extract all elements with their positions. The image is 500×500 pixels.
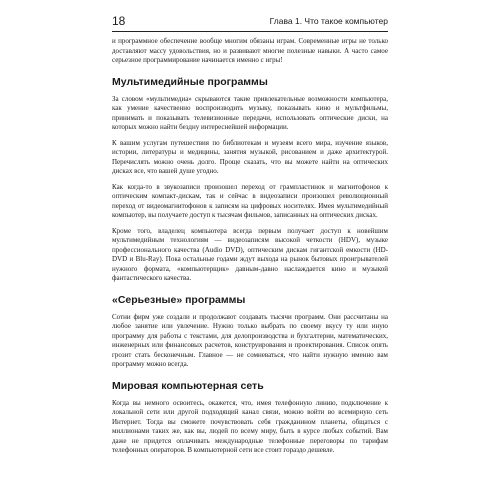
- body-paragraph: За словом «мультимедиа» скрываются такие привлекательные возможности компьютера, как умение качественно воспроизводить музыку, показывать кино и мультфильмы, принимать и показывать телевизионные передачи, использовать оптические диски, на которых можно найти бездну интереснейшей информации.: [112, 94, 388, 131]
- header-rule: [112, 31, 388, 32]
- section-heading-network: Мировая компьютерная сеть: [112, 379, 264, 392]
- body-paragraph: Как когда-то в звукозаписи произошел переход от грампластинок и магнитофонов к оптическим компакт-дискам, так и сейчас в видеозаписи произошел революционный переход от видеомагнитофонов к записям на цифровых носителях. Имея мультимедийный компьютер, вы получаете доступ к тысячам фильмов, записанных на оптических дисках.: [112, 182, 388, 219]
- page-body: [112, 37, 388, 462]
- section-heading-multimedia: Мультимедийные программы: [112, 75, 268, 88]
- body-paragraph: Кроме того, владелец компьютера всегда первым получает доступ к новейшим мультимедийным технологиям — видеозаписям высокой четкости (HDV), музыке профессионального качества (Audio DVD), оптическим дискам гигантской емкости (HD-DVD и Blu-Ray). Пока остальные годами ждут выхода на рынок бытовых проигрывателей нужного формата, «компьютерщик» давным-давно наслаждается кино и музыкой фантастического качества.: [112, 226, 388, 282]
- section-heading-serious: «Серьезные» программы: [112, 293, 246, 306]
- page-number: 18: [112, 14, 126, 28]
- page-header: [112, 14, 388, 28]
- body-paragraph: Сотни фирм уже создали и продолжают создавать тысячи программ. Они рассчитаны на любое занятие или увлечение. Нужно только выбрать по своему вкусу ту или иную программу для работы с текстами, для делопроизводства и бухгалтерии, математических, инженерных или финансовых расчетов, конструирования и проектирования. Список опять грозит стать бесконечным. Главное — не сомневаться, что найти нужную именно вам программу можно всегда.: [112, 312, 388, 368]
- intro-paragraph: и программное обеспечение вообще многим обязаны играм. Современные игры не только доставляют массу удовольствия, но и развивают многие полезные навыки. А часто самое серьезное программирование начинается именно с игры!: [112, 37, 388, 64]
- body-paragraph: Когда вы немного освоитесь, окажется, что, имея телефонную линию, подключение к локальной сети или другой подходящий канал связи, можно войти во всемирную сеть Интернет. Тогда вы сможете почувствовать себя гражданином планеты, общаться с миллионами таких же, как вы, людей по всему миру, быть в курсе любых событий. Вам даже не придется оплачивать международные телефонные переговоры по тарифам телефонных операторов. В компьютерной сети все стоит гораздо дешевле.: [112, 398, 388, 454]
- body-paragraph: К вашим услугам путешествия по библиотекам и музеям всего мира, изучение языков, истории, литературы и медицины, занятия музыкой, рисованием и даже архитектурой. Перечислять можно очень долго. Проще сказать, что вы можете найти на оптических дисках все, что вашей душе угодно.: [112, 138, 388, 175]
- running-head: Глава 1. Что такое компьютер: [269, 16, 388, 26]
